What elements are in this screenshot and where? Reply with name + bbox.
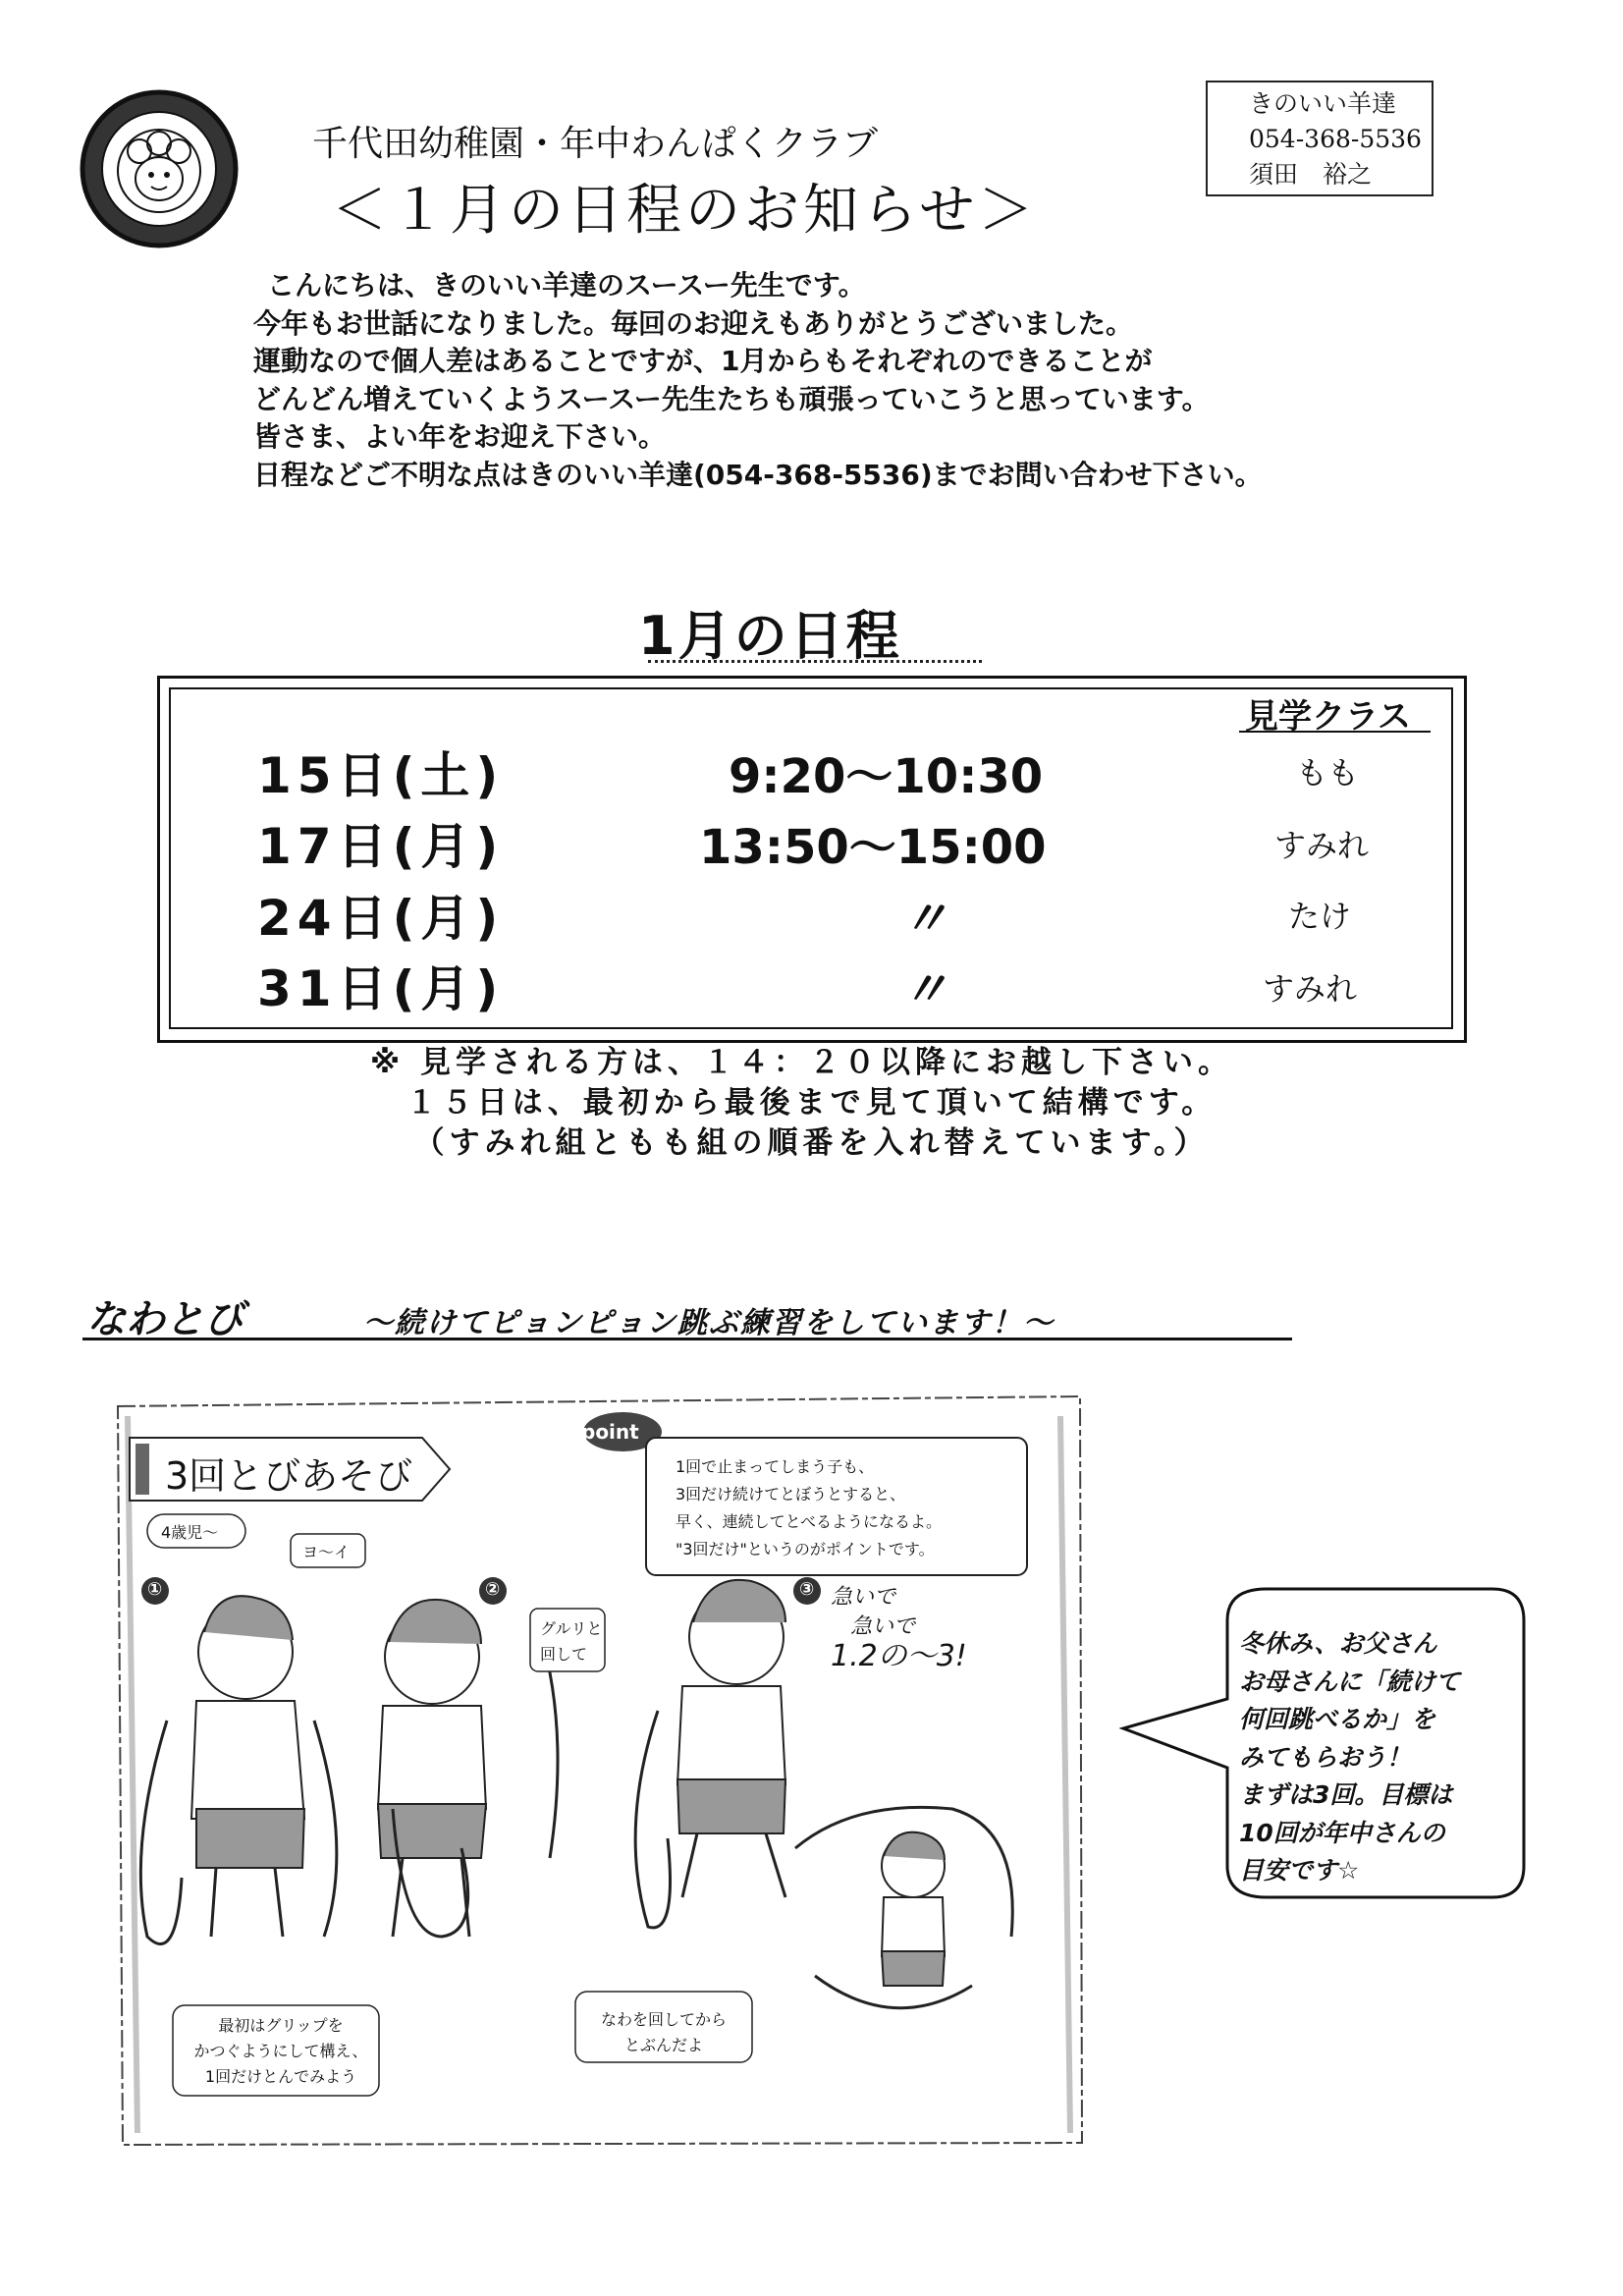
note-line: ※ 見学される方は、１４：２０以降にお越し下さい。 <box>370 1045 1233 1080</box>
schedule-time: 〃 <box>901 962 949 1017</box>
schedule-class: たけ <box>1288 898 1352 935</box>
schedule-date: 15日(土) <box>257 747 505 804</box>
contact-name: 須田 裕之 <box>1249 160 1373 189</box>
speech-line: 何回跳べるか」を <box>1239 1705 1436 1733</box>
greeting-text <box>253 267 1263 494</box>
hand-text <box>831 1583 967 1671</box>
greeting-line: 皆さま、よい年をお迎え下さい。 <box>253 420 667 453</box>
bubble-guruli <box>540 1616 603 1667</box>
caption-mid <box>579 2007 748 2058</box>
bubble-guruli-line: グルリと <box>540 1619 603 1638</box>
caption-left-line: 1回だけとんでみよう <box>204 2067 357 2086</box>
note-line: （すみれ組ともも組の順番を入れ替えています。） <box>413 1125 1210 1161</box>
bubble-guruli-line: 回して <box>540 1645 588 1664</box>
greeting-line: 日程などご不明な点はきのいい羊達(054-368-5536)までお問い合わせ下さい。 <box>253 458 1263 491</box>
step-label: ① <box>147 1579 163 1600</box>
caption-mid-line: とぶんだよ <box>623 2036 703 2054</box>
bubble-ready: 4歳児～ <box>161 1523 219 1542</box>
point-line: 3回だけ続けてとぼうとすると、 <box>676 1485 906 1503</box>
greeting-line: 運動なので個人差はあることですが、1月からもそれぞれのできることが <box>253 345 1153 377</box>
contact-box <box>1206 81 1434 196</box>
point-line: 1回で止まってしまう子も、 <box>676 1457 875 1476</box>
illustration-heading: 3回とびあそび <box>165 1454 413 1498</box>
caption-left <box>183 2013 379 2090</box>
visit-class-header: 見学クラス <box>1245 697 1411 737</box>
jump-rope-underline <box>82 1338 1292 1340</box>
note-line: １５日は、最初から最後まで見て頂いて結構です。 <box>406 1085 1217 1121</box>
sheep-face-logo-icon <box>79 88 241 250</box>
schedule-title: 1月の日程 <box>638 605 902 667</box>
point-text <box>676 1453 942 1563</box>
point-badge: point <box>581 1420 639 1444</box>
schedule-notes <box>0 1043 1623 1164</box>
step-label: ② <box>485 1579 501 1600</box>
schedule-time: 〃 <box>901 892 949 947</box>
visit-class-underline <box>1239 731 1431 733</box>
schedule-time: 13:50～15:00 <box>699 820 1047 875</box>
speech-line: お母さんに「続けて <box>1239 1667 1461 1696</box>
speech-line: 冬休み、お父さん <box>1239 1629 1437 1658</box>
schedule-class: すみれ <box>1263 970 1358 1008</box>
caption-mid-line: なわを回してから <box>600 2010 727 2029</box>
schedule-class: すみれ <box>1274 827 1370 864</box>
jump-rope-subtitle: ～続けてピョンピョン跳ぶ練習をしています！～ <box>363 1306 1055 1340</box>
schedule-class: もも <box>1296 754 1360 792</box>
schedule-date: 17日(月) <box>257 818 505 875</box>
bubble-yoi: ヨ～イ <box>302 1543 351 1561</box>
hand-text-line: 急いで <box>850 1614 916 1639</box>
caption-left-line: 最初はグリップを <box>218 2016 344 2035</box>
schedule-date: 31日(月) <box>257 960 505 1017</box>
speech-line: 10回が年中さんの <box>1239 1818 1445 1847</box>
caption-left-line: かつぐようにして構え、 <box>193 2042 368 2060</box>
schedule-date: 24日(月) <box>257 890 505 947</box>
page-title: ＜１月の日程のお知らせ＞ <box>332 179 1038 243</box>
speech-bubble-text <box>1239 1625 1460 1890</box>
speech-line: まずは3回。目標は <box>1239 1780 1453 1809</box>
contact-phone: 054-368-5536 <box>1249 125 1422 153</box>
schedule-time: 9:20～10:30 <box>729 749 1044 804</box>
greeting-line: どんどん増えていくようスースー先生たちも頑張っていこうと思っています。 <box>253 382 1210 415</box>
header-subtitle: 千代田幼稚園・年中わんぱくクラブ <box>312 124 879 164</box>
schedule-title-underline <box>648 660 982 663</box>
jump-rope-title: なわとび <box>86 1297 243 1342</box>
speech-line: みてもらおう！ <box>1239 1742 1412 1772</box>
hand-text-line: 1.2の～3! <box>831 1639 967 1673</box>
point-line: "3回だけ"というのがポイントです。 <box>676 1540 935 1558</box>
contact-org: きのいい羊達 <box>1249 89 1397 118</box>
step-label: ③ <box>799 1579 815 1600</box>
point-line: 早く、連続してとべるようになるよ。 <box>676 1512 943 1531</box>
hand-text-line: 急いで <box>831 1585 896 1610</box>
greeting-line: 今年もお世話になりました。毎回のお迎えもありがとうございました。 <box>253 306 1134 340</box>
speech-line: 目安です☆ <box>1239 1856 1360 1885</box>
greeting-line: こんにちは、きのいい羊達のスースー先生です。 <box>267 269 866 301</box>
